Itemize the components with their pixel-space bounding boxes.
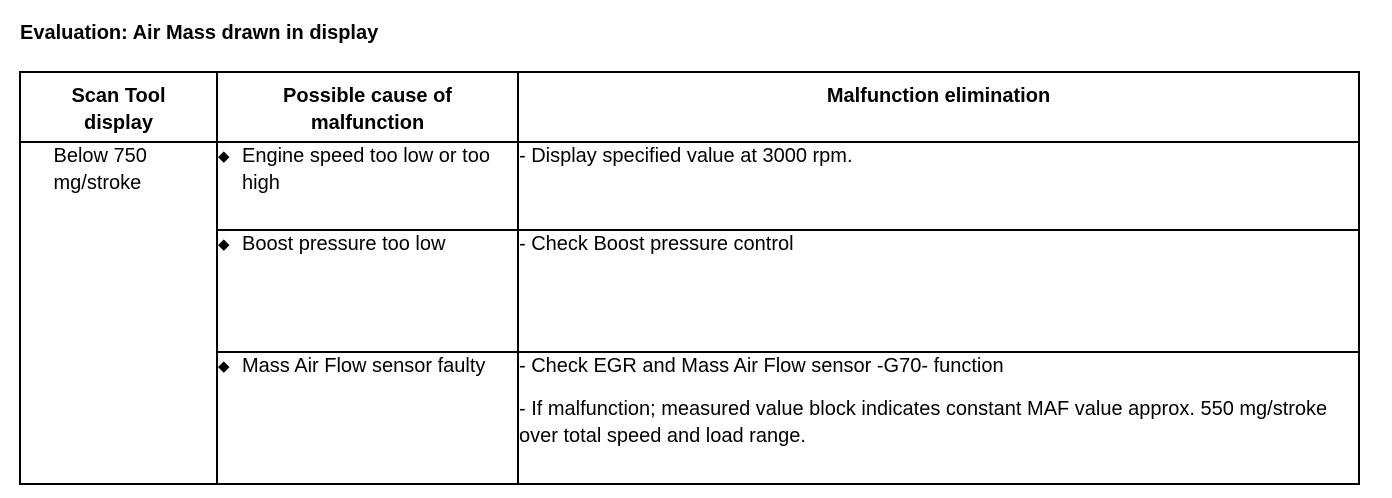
scan-tool-display-cell: [20, 142, 217, 484]
cause-text: Engine speed too low or too high: [242, 145, 490, 194]
diamond-bullet-icon: ◆: [218, 236, 230, 253]
elimination-text: - Check EGR and Mass Air Flow sensor -G70- function: [519, 355, 1004, 377]
cause-text: Boost pressure too low: [242, 233, 446, 255]
column-header-label: Possible cause of malfunction: [283, 85, 452, 134]
diamond-bullet-icon: ◆: [218, 148, 230, 165]
table-row: [20, 230, 1359, 352]
evaluation-table: [19, 71, 1360, 485]
table-row: [20, 142, 1359, 230]
scan-tool-display-value: Below 750 mg/stroke: [53, 145, 147, 194]
cause-cell: [217, 352, 518, 484]
column-header-scan-tool-display: [20, 72, 217, 142]
elimination-cell: [518, 142, 1359, 230]
table-row: [20, 352, 1359, 484]
column-header-possible-cause: [217, 72, 518, 142]
diamond-bullet-icon: ◆: [218, 358, 230, 375]
elimination-text: - Check Boost pressure control: [519, 233, 794, 255]
elimination-text: - If malfunction; measured value block indicates constant MAF value approx. 550 mg/stroke over total speed and load range.: [519, 398, 1328, 447]
elimination-cell: [518, 230, 1359, 352]
elimination-text: - Display specified value at 3000 rpm.: [519, 145, 853, 167]
elimination-cell: [518, 352, 1359, 484]
cause-cell: [217, 142, 518, 230]
cause-cell: [217, 230, 518, 352]
table-header-row: [20, 72, 1359, 142]
column-header-label: Scan Tool display: [71, 85, 166, 134]
column-header-malfunction-elimination: [518, 72, 1359, 142]
cause-text: Mass Air Flow sensor faulty: [242, 355, 486, 377]
column-header-label: Malfunction elimination: [826, 85, 1051, 107]
page-title: Evaluation: Air Mass drawn in display: [20, 22, 379, 44]
